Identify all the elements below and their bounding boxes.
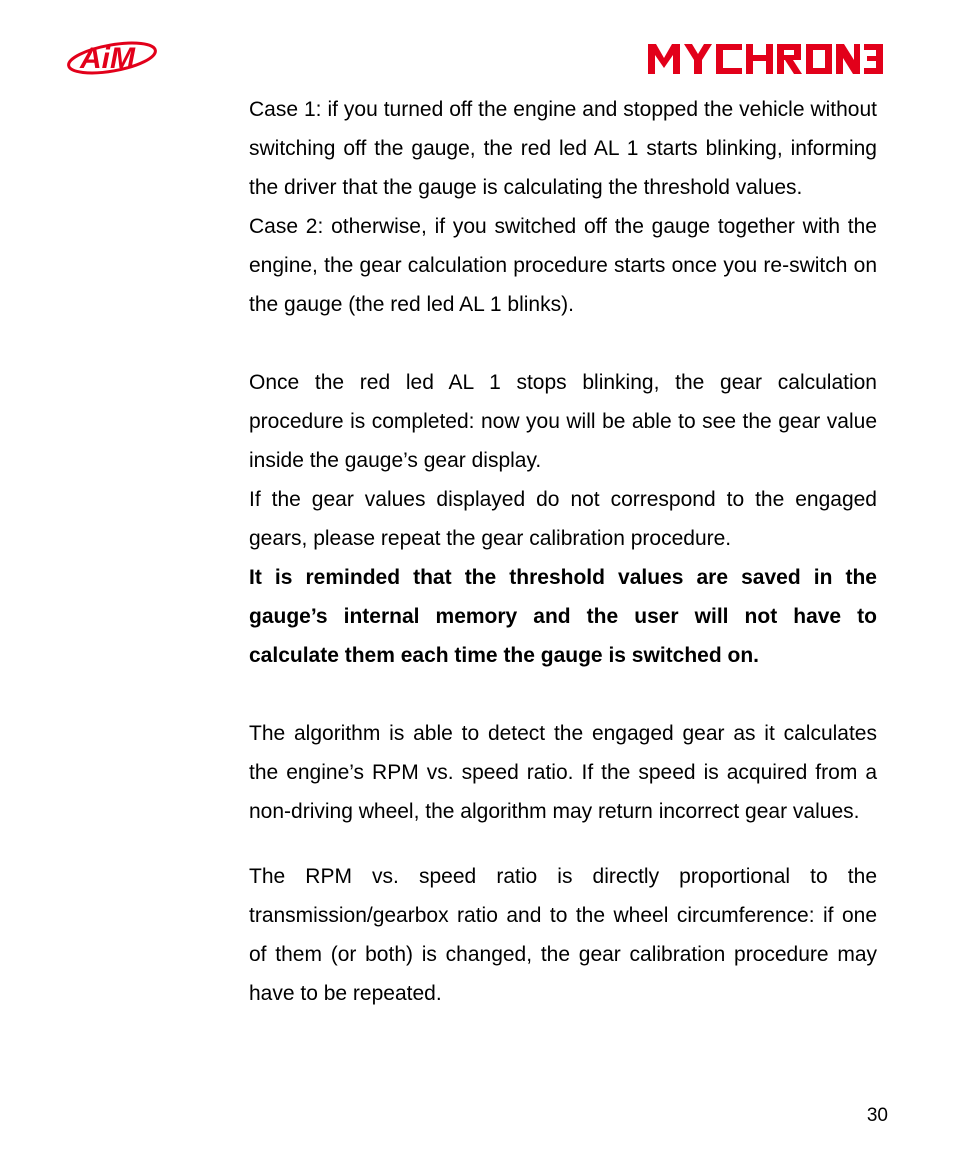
- mychron3-logo: [646, 40, 884, 76]
- aim-logo: [64, 36, 160, 78]
- paragraph-reminder: It is reminded that the threshold values are saved in the gauge’s internal memory and the user will not have to calculate them each time the gauge is switched on.: [249, 566, 877, 667]
- paragraph-case-2: Case 2: otherwise, if you switched off the gauge together with the engine, the gear calculation procedure starts once you re-switch on the gauge (the red led AL 1 blinks).: [249, 215, 877, 316]
- paragraph-case-1: Case 1: if you turned off the engine and stopped the vehicle without switching off the gauge, the red led AL 1 starts blinking, informing the driver that the gauge is calculating the threshold values.: [249, 98, 877, 199]
- page-number: 30: [866, 1105, 888, 1126]
- main-content: [249, 90, 877, 1013]
- paragraph-spacer: [249, 324, 877, 363]
- paragraph-spacer: [249, 831, 877, 857]
- paragraph-spacer: [249, 675, 877, 714]
- paragraph-repeat-notice: If the gear values displayed do not correspond to the engaged gears, please repeat the gear calibration procedure.: [249, 488, 877, 550]
- paragraph-ratio: The RPM vs. speed ratio is directly proportional to the transmission/gearbox ratio and to the wheel circumference: if one of them (or both) is changed, the gear calibration procedure may have to be repeated.: [249, 865, 877, 1005]
- paragraph-completion: Once the red led AL 1 stops blinking, the gear calculation procedure is completed: now you will be able to see the gear value inside the gauge’s gear display.: [249, 371, 877, 472]
- paragraph-algorithm: The algorithm is able to detect the engaged gear as it calculates the engine’s RPM vs. speed ratio. If the speed is acquired from a non-driving wheel, the algorithm may return incorrect gear values.: [249, 722, 877, 823]
- svg-text:AiM: AiM: [80, 42, 135, 75]
